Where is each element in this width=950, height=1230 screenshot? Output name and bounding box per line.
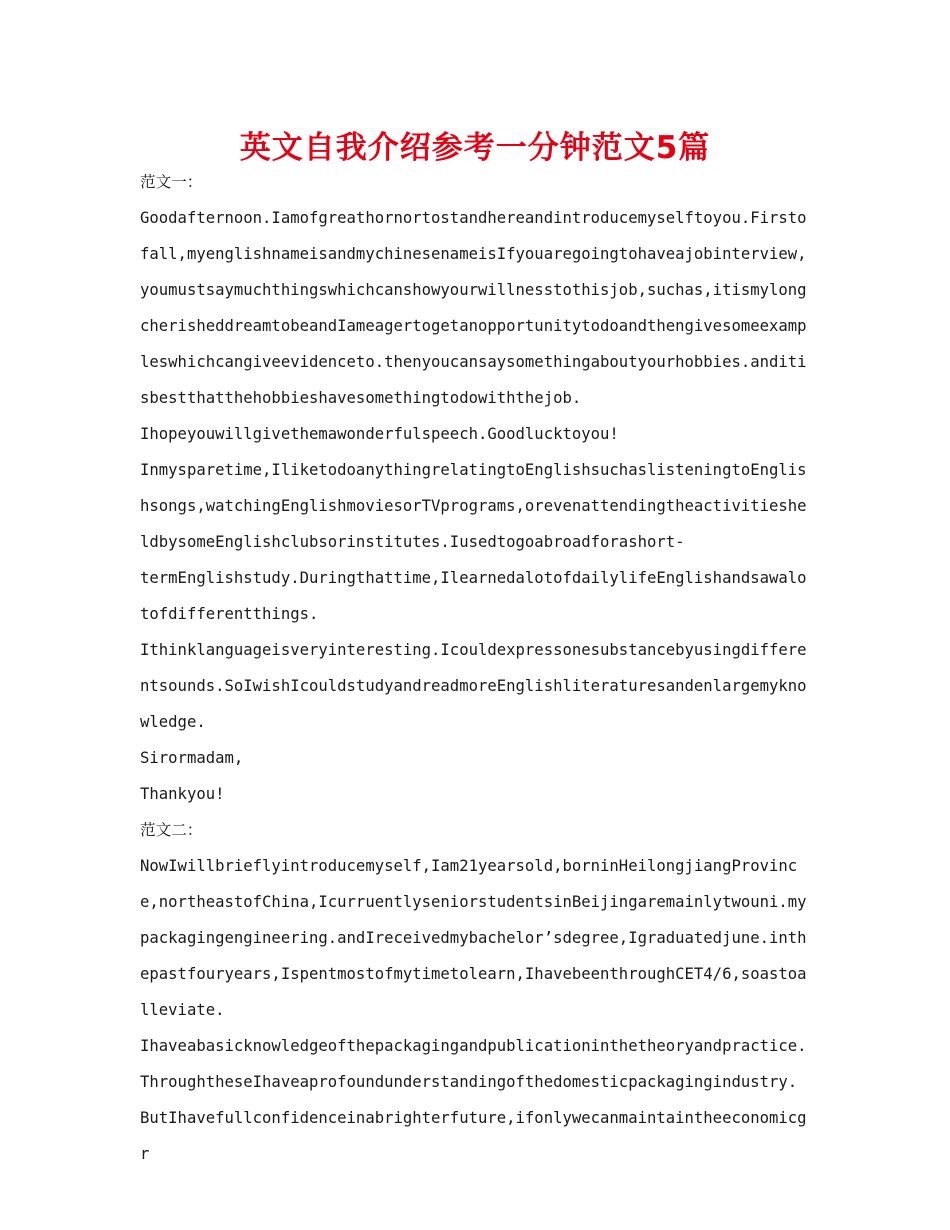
paragraph: Thankyou! bbox=[140, 785, 225, 803]
paragraph-heading-2: 范文二： bbox=[140, 821, 203, 839]
paragraph-heading-1: 范文一： bbox=[140, 173, 203, 191]
paragraph: termEnglishstudy.Duringthattime,IlearnedalotofdailylifeEnglishandsawalotofdifferentthings. bbox=[140, 569, 807, 623]
document-body bbox=[140, 164, 812, 1172]
paragraph: ButIhavefullconfidenceinabrighterfuture,ifonlywecanmaintaintheeconomicgr bbox=[140, 1109, 807, 1163]
paragraph: Ihaveabasicknowledgeofthepackagingandpublicationinthetheoryandpractice. bbox=[140, 1037, 807, 1055]
paragraph: Goodafternoon.Iamofgreathornortostandhereandintroducemyselftoyou.Firstofall,myenglishnameisandmychinesenameisIfyouaregoingtohaveajobinterview,youmustsaymuchthingswhichcanshowyourwillnesstothisjob,suchas,itismylongcherisheddreamtobeandIameagertogetanopportunitytodoandthengivesomeexampleswhichcangiveevidenceto.thenyoucansaysomethingaboutyourhobbies.anditisbestthatthehobbieshavesomethingtodowiththejob. bbox=[140, 209, 807, 407]
paragraph: Ihopeyouwillgivethemawonderfulspeech.Goodlucktoyou! bbox=[140, 425, 619, 443]
paragraph: Sirormadam, bbox=[140, 749, 244, 767]
document-title: 英文自我介绍参考一分钟范文5篇 bbox=[239, 130, 711, 166]
paragraph: Inmysparetime,IliketodoanythingrelatingtoEnglishsuchaslisteningtoEnglishsongs,watchingEnglishmoviesorTVprograms,orevenattendingtheactivitiesheldbysomeEnglishclubsorinstitutes.Iusedtogoabroadforashort- bbox=[140, 461, 807, 551]
paragraph: ThroughtheseIhaveaprofoundunderstandingofthedomesticpackagingindustry. bbox=[140, 1073, 798, 1091]
paragraph: NowIwillbrieflyintroducemyself,Iam21yearsold,borninHeilongjiangProvince,northeastofChina,IcurruentlyseniorstudentsinBeijingaremainlytwouni.mypackagingengineering.andIreceivedmybachelor’sdegree,Igraduatedjune.inthepastfouryears,Ispentmostofmytimetolearn,IhavebeenthroughCET4/6,soastoalleviate. bbox=[140, 857, 807, 1019]
paragraph: Ithinklanguageisveryinteresting.Icouldexpressonesubstancebyusingdifferentsounds.SoIwishIcouldstudyandreadmoreEnglishliteraturesandenlargemyknowledge. bbox=[140, 641, 807, 731]
